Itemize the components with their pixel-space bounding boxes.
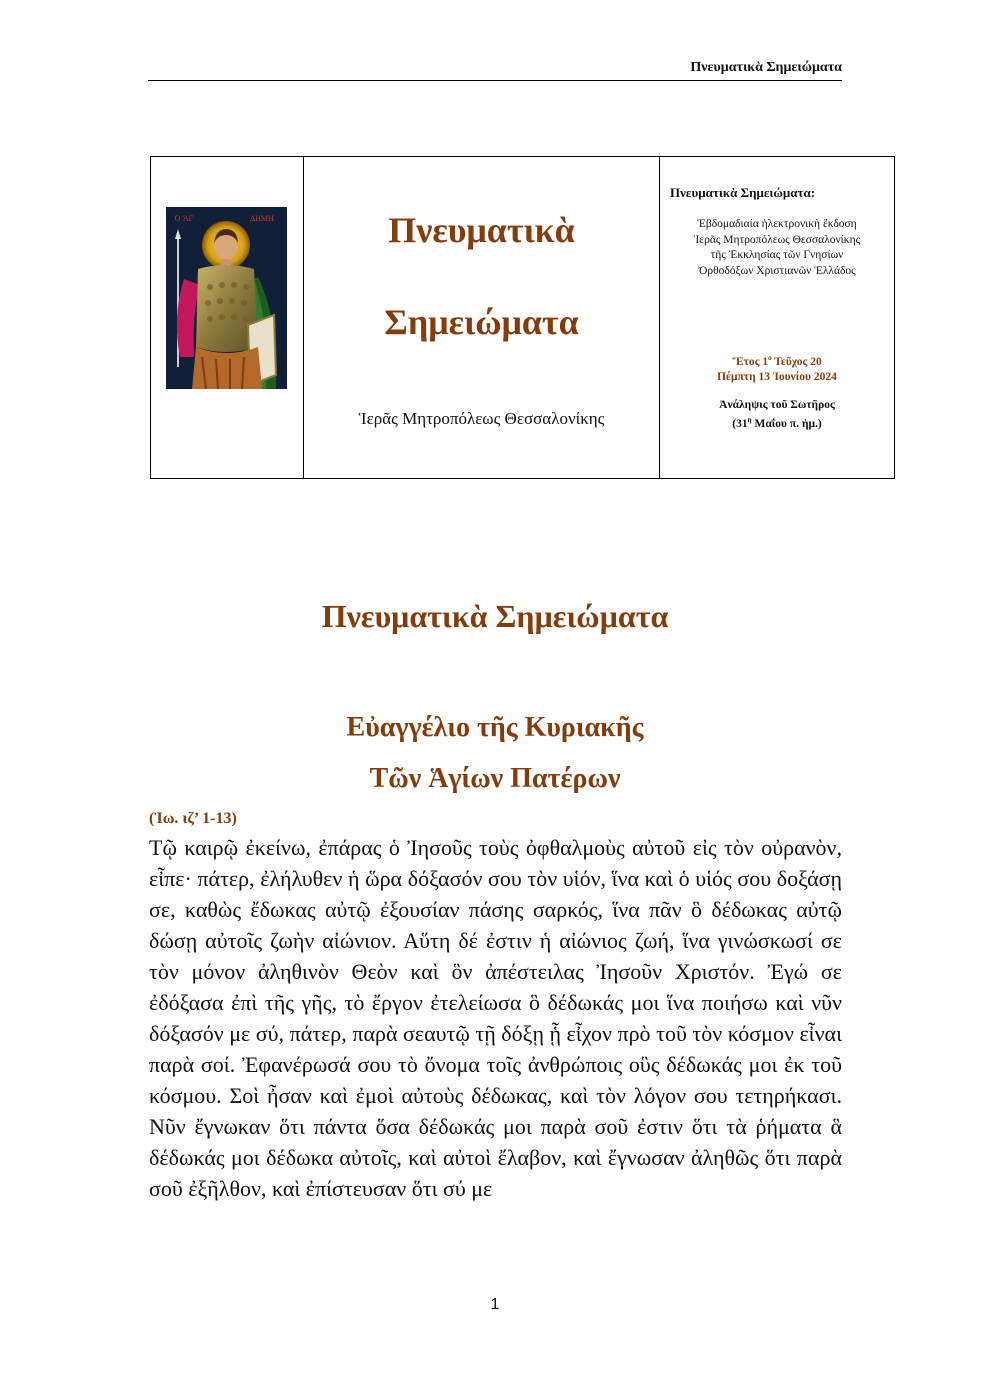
masthead-table: [150, 156, 895, 479]
info-desc-line: Ἱερᾶς Μητροπόλεως Θεσσαλονίκης: [693, 233, 861, 246]
page-number: 1: [490, 1296, 500, 1313]
info-heading: Πνευματικὰ Σημειώματα:: [670, 185, 816, 200]
issue-year-number: Ἔτος $1^o$ Τεῦχος 20: [732, 354, 822, 368]
issue-info: [660, 351, 894, 385]
masthead-title-line2: Σημειώματα: [384, 302, 579, 342]
issue-date: Πέμπτη 13 Ἰουνίου 2024: [717, 370, 837, 383]
svg-text:Ὁ ἍΓ: Ὁ ἍΓ: [174, 214, 194, 223]
running-header: Πνευματικὰ Σημειώματα: [148, 60, 842, 81]
feast-date: ($31^\eta$ Μαΐου π. ἡμ.): [732, 416, 822, 430]
saint-icon-image: [166, 207, 287, 389]
info-desc-line: Ὀρθοδόξων Χριστιανῶν Ἑλλάδος: [698, 264, 856, 277]
feast-info: [660, 398, 894, 432]
masthead-icon-cell: [151, 157, 304, 478]
masthead-subtitle: Ἱερᾶς Μητροπόλεως Θεσσαλονίκης: [358, 409, 605, 428]
info-desc-line: Ἑβδομαδιαία ἠλεκτρονικὴ ἔκδοση: [697, 218, 857, 230]
masthead-title-cell: [304, 157, 660, 478]
gospel-text: Τῷ καιρῷ ἐκείνω, ἐπάρας ὁ Ἰησοῦς τοὺς ὀφθαλμοὺς αὐτοῦ εἰς τὸν οὐρανὸν, εἶπε· πάτερ, ἐλήλυθεν ἡ ὥρα δόξασόν σου τὸν υἱόν, ἵνα καὶ ὁ υἱός σου δοξάσῃ σε, καθὼς ἔδωκας αὐτῷ ἐξουσίαν πάσης σαρκός, ἵνα πᾶν ὃ δέδωκας αὐτῷ δώσῃ αὐτοῖς ζωὴν αἰώνιον. Αὕτη δέ ἐστιν ἡ αἰώνιος ζωή, ἵνα γινώσκωσί σε τὸν μόνον ἀληθινὸν Θεὸν καὶ ὃν ἀπέστειλας Ἰησοῦν Χριστόν. Ἐγώ σε ἐδόξασα ἐπὶ τῆς γῆς, τὸ ἔργον ἐτελείωσα ὃ δέδωκάς μοι ἵνα ποιήσω καὶ νῦν δόξασόν με σύ, πάτερ, παρὰ σεαυτῷ τῇ δόξῃ ᾗ εἶχον πρὸ τοῦ τὸν κόσμον εἶναι παρὰ σοί. Ἐφανέρωσά σου τὸ ὄνομα τοῖς ἀνθρώποις οὓς δέδωκάς μοι ἐκ τοῦ κόσμου. Σοὶ ἦσαν καὶ ἐμοὶ αὐτοὺς δέδωκας, καὶ τὸν λόγον σου τετηρήκασι. Νῦν ἔγνωκαν ὅτι πάντα ὅσα δέδωκάς μοι παρὰ σοῦ ἐστιν ὅτι τὰ ῥήματα ἃ δέδωκάς μοι δέδωκα αὐτοῖς, καὶ αὐτοὶ ἔλαβον, καὶ ἔγνωσαν ἀληθῶς ὅτι παρὰ σοῦ ἐξῆλθον, καὶ ἐπίστευσαν ὅτι σύ με: [149, 835, 842, 1201]
info-description: [660, 217, 894, 279]
masthead-title-line1: Πνευματικὰ: [388, 210, 575, 250]
section-title-line2: Τῶν Ἁγίων Πατέρων: [369, 763, 621, 794]
masthead-info-cell: [660, 157, 894, 478]
section-title-line1: Εὐαγγέλιο τῆς Κυριακῆς: [346, 712, 644, 743]
scripture-reference: (Ἰω. ιζ’ 1-13): [149, 810, 237, 827]
svg-text:ΔΗΜΗ: ΔΗΜΗ: [250, 214, 274, 223]
info-desc-line: τῆς Ἐκκλησίας τῶν Γνησίων: [710, 249, 844, 261]
main-title: Πνευματικὰ Σημειώματα: [321, 598, 669, 634]
feast-name: Ἀνάληψις τοῦ Σωτῆρος: [719, 399, 835, 411]
